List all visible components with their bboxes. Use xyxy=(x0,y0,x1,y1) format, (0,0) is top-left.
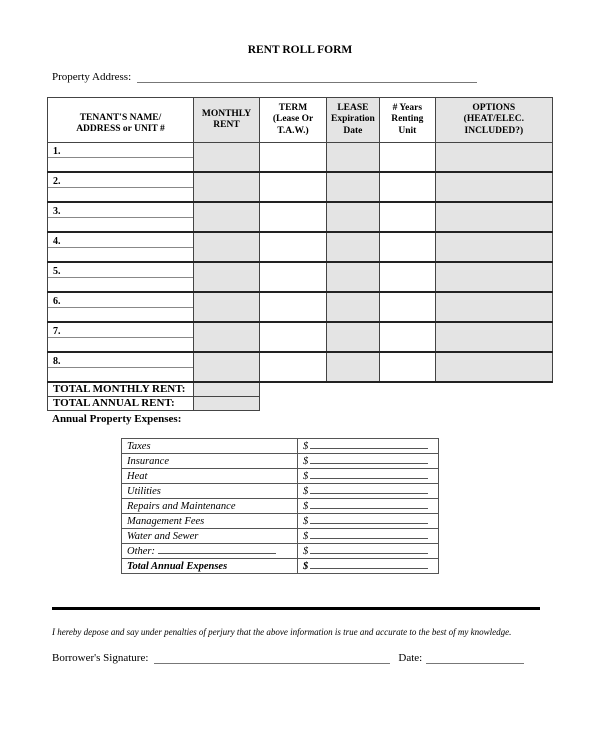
expense-label: Water and Sewer xyxy=(122,529,298,544)
list-item xyxy=(122,439,439,454)
row-number: 5. xyxy=(53,266,61,277)
term-cell[interactable] xyxy=(260,232,327,262)
tenant-cell[interactable] xyxy=(48,232,194,262)
expense-amount[interactable] xyxy=(298,484,439,499)
expenses-table xyxy=(121,438,439,574)
total-annual-row xyxy=(48,397,553,411)
dollar-sign: $ xyxy=(303,501,309,512)
term-cell[interactable] xyxy=(260,172,327,202)
expense-label: Utilities xyxy=(122,484,298,499)
expenses-heading: Annual Property Expenses: xyxy=(52,413,182,425)
list-item xyxy=(122,454,439,469)
row-number: 7. xyxy=(53,326,61,337)
term-cell[interactable] xyxy=(260,352,327,382)
years-renting-cell[interactable] xyxy=(379,352,435,382)
dollar-sign: $ xyxy=(303,546,309,557)
row-number: 2. xyxy=(53,176,61,187)
table-row xyxy=(48,202,553,232)
date-field[interactable] xyxy=(426,653,524,664)
total-monthly-value[interactable] xyxy=(194,382,260,397)
dollar-sign: $ xyxy=(303,531,309,542)
tenant-cell[interactable] xyxy=(48,262,194,292)
expense-other-cell[interactable] xyxy=(122,544,298,559)
list-item xyxy=(122,484,439,499)
dollar-sign: $ xyxy=(303,486,309,497)
dollar-sign: $ xyxy=(303,516,309,527)
years-renting-cell[interactable] xyxy=(379,232,435,262)
total-expenses-label: Total Annual Expenses xyxy=(122,559,298,574)
expense-label: Management Fees xyxy=(122,514,298,529)
total-monthly-row xyxy=(48,382,553,397)
expense-amount[interactable] xyxy=(298,544,439,559)
tenant-cell[interactable] xyxy=(48,143,194,173)
years-renting-cell[interactable] xyxy=(379,292,435,322)
monthly-rent-cell[interactable] xyxy=(194,322,260,352)
table-row xyxy=(48,292,553,322)
dollar-sign: $ xyxy=(303,561,309,572)
term-cell[interactable] xyxy=(260,292,327,322)
header-tenant: TENANT'S NAME/ ADDRESS or UNIT # xyxy=(48,98,194,143)
expenses-total-row xyxy=(122,559,439,574)
expense-label: Insurance xyxy=(122,454,298,469)
total-monthly-label: TOTAL MONTHLY RENT: xyxy=(48,382,194,397)
row-number: 8. xyxy=(53,356,61,367)
expense-amount[interactable] xyxy=(298,529,439,544)
dollar-sign: $ xyxy=(303,471,309,482)
lease-expiration-cell[interactable] xyxy=(327,352,380,382)
monthly-rent-cell[interactable] xyxy=(194,172,260,202)
list-item xyxy=(122,529,439,544)
row-number: 3. xyxy=(53,206,61,217)
tenant-cell[interactable] xyxy=(48,352,194,382)
table-row xyxy=(48,143,553,173)
list-item xyxy=(122,514,439,529)
property-address-label: Property Address: xyxy=(52,71,132,83)
term-cell[interactable] xyxy=(260,202,327,232)
years-renting-cell[interactable] xyxy=(379,172,435,202)
lease-expiration-cell[interactable] xyxy=(327,202,380,232)
table-row xyxy=(48,232,553,262)
lease-expiration-cell[interactable] xyxy=(327,172,380,202)
header-options: OPTIONS (HEAT/ELEC. INCLUDED?) xyxy=(435,98,552,143)
expense-amount[interactable] xyxy=(298,514,439,529)
tenant-cell[interactable] xyxy=(48,322,194,352)
years-renting-cell[interactable] xyxy=(379,322,435,352)
divider xyxy=(52,607,540,610)
tenant-cell[interactable] xyxy=(48,292,194,322)
list-item xyxy=(122,499,439,514)
dollar-sign: $ xyxy=(303,441,309,452)
table-row xyxy=(48,352,553,382)
monthly-rent-cell[interactable] xyxy=(194,352,260,382)
date-label: Date: xyxy=(398,652,423,664)
lease-expiration-cell[interactable] xyxy=(327,292,380,322)
header-years-renting: # Years Renting Unit xyxy=(379,98,435,143)
tenant-cell[interactable] xyxy=(48,172,194,202)
options-cell[interactable] xyxy=(435,292,552,322)
monthly-rent-cell[interactable] xyxy=(194,232,260,262)
header-monthly-rent: MONTHLY RENT xyxy=(194,98,260,143)
expense-label: Other: xyxy=(127,546,155,557)
total-expenses-amount[interactable] xyxy=(298,559,439,574)
options-cell[interactable] xyxy=(435,232,552,262)
term-cell[interactable] xyxy=(260,322,327,352)
options-cell[interactable] xyxy=(435,143,552,173)
property-address-row xyxy=(52,71,477,83)
row-number: 4. xyxy=(53,236,61,247)
term-cell[interactable] xyxy=(260,262,327,292)
signature-label: Borrower's Signature: xyxy=(52,652,149,664)
expense-label: Taxes xyxy=(122,439,298,454)
other-expense-field[interactable] xyxy=(158,544,276,554)
years-renting-cell[interactable] xyxy=(379,202,435,232)
lease-expiration-cell[interactable] xyxy=(327,232,380,262)
expense-amount[interactable] xyxy=(298,469,439,484)
header-lease-expiration: LEASE Expiration Date xyxy=(327,98,380,143)
years-renting-cell[interactable] xyxy=(379,143,435,173)
expense-label: Heat xyxy=(122,469,298,484)
header-term: TERM (Lease Or T.A.W.) xyxy=(260,98,327,143)
rent-table-header xyxy=(48,98,553,143)
table-row xyxy=(48,262,553,292)
expense-amount[interactable] xyxy=(298,499,439,514)
depose-statement: I hereby depose and say under penalties of perjury that the above information is true and accurate to the best of my knowledge. xyxy=(52,627,512,637)
monthly-rent-cell[interactable] xyxy=(194,292,260,322)
term-cell[interactable] xyxy=(260,143,327,173)
lease-expiration-cell[interactable] xyxy=(327,322,380,352)
options-cell[interactable] xyxy=(435,202,552,232)
signature-field[interactable] xyxy=(154,653,390,664)
row-number: 1. xyxy=(53,146,61,157)
property-address-field[interactable] xyxy=(137,72,477,83)
form-title: RENT ROLL FORM xyxy=(247,44,353,56)
options-cell[interactable] xyxy=(435,262,552,292)
lease-expiration-cell[interactable] xyxy=(327,143,380,173)
tenant-cell[interactable] xyxy=(48,202,194,232)
expense-amount[interactable] xyxy=(298,439,439,454)
lease-expiration-cell[interactable] xyxy=(327,262,380,292)
rent-roll-table xyxy=(47,97,553,411)
years-renting-cell[interactable] xyxy=(379,262,435,292)
list-item xyxy=(122,469,439,484)
row-number: 6. xyxy=(53,296,61,307)
monthly-rent-cell[interactable] xyxy=(194,202,260,232)
list-item xyxy=(122,544,439,559)
table-row xyxy=(48,172,553,202)
total-annual-label: TOTAL ANNUAL RENT: xyxy=(48,397,194,411)
signature-row xyxy=(52,652,524,664)
monthly-rent-cell[interactable] xyxy=(194,143,260,173)
options-cell[interactable] xyxy=(435,172,552,202)
options-cell[interactable] xyxy=(435,322,552,352)
monthly-rent-cell[interactable] xyxy=(194,262,260,292)
expense-label: Repairs and Maintenance xyxy=(122,499,298,514)
options-cell[interactable] xyxy=(435,352,552,382)
dollar-sign: $ xyxy=(303,456,309,467)
expense-amount[interactable] xyxy=(298,454,439,469)
total-annual-value[interactable] xyxy=(194,397,260,411)
table-row xyxy=(48,322,553,352)
